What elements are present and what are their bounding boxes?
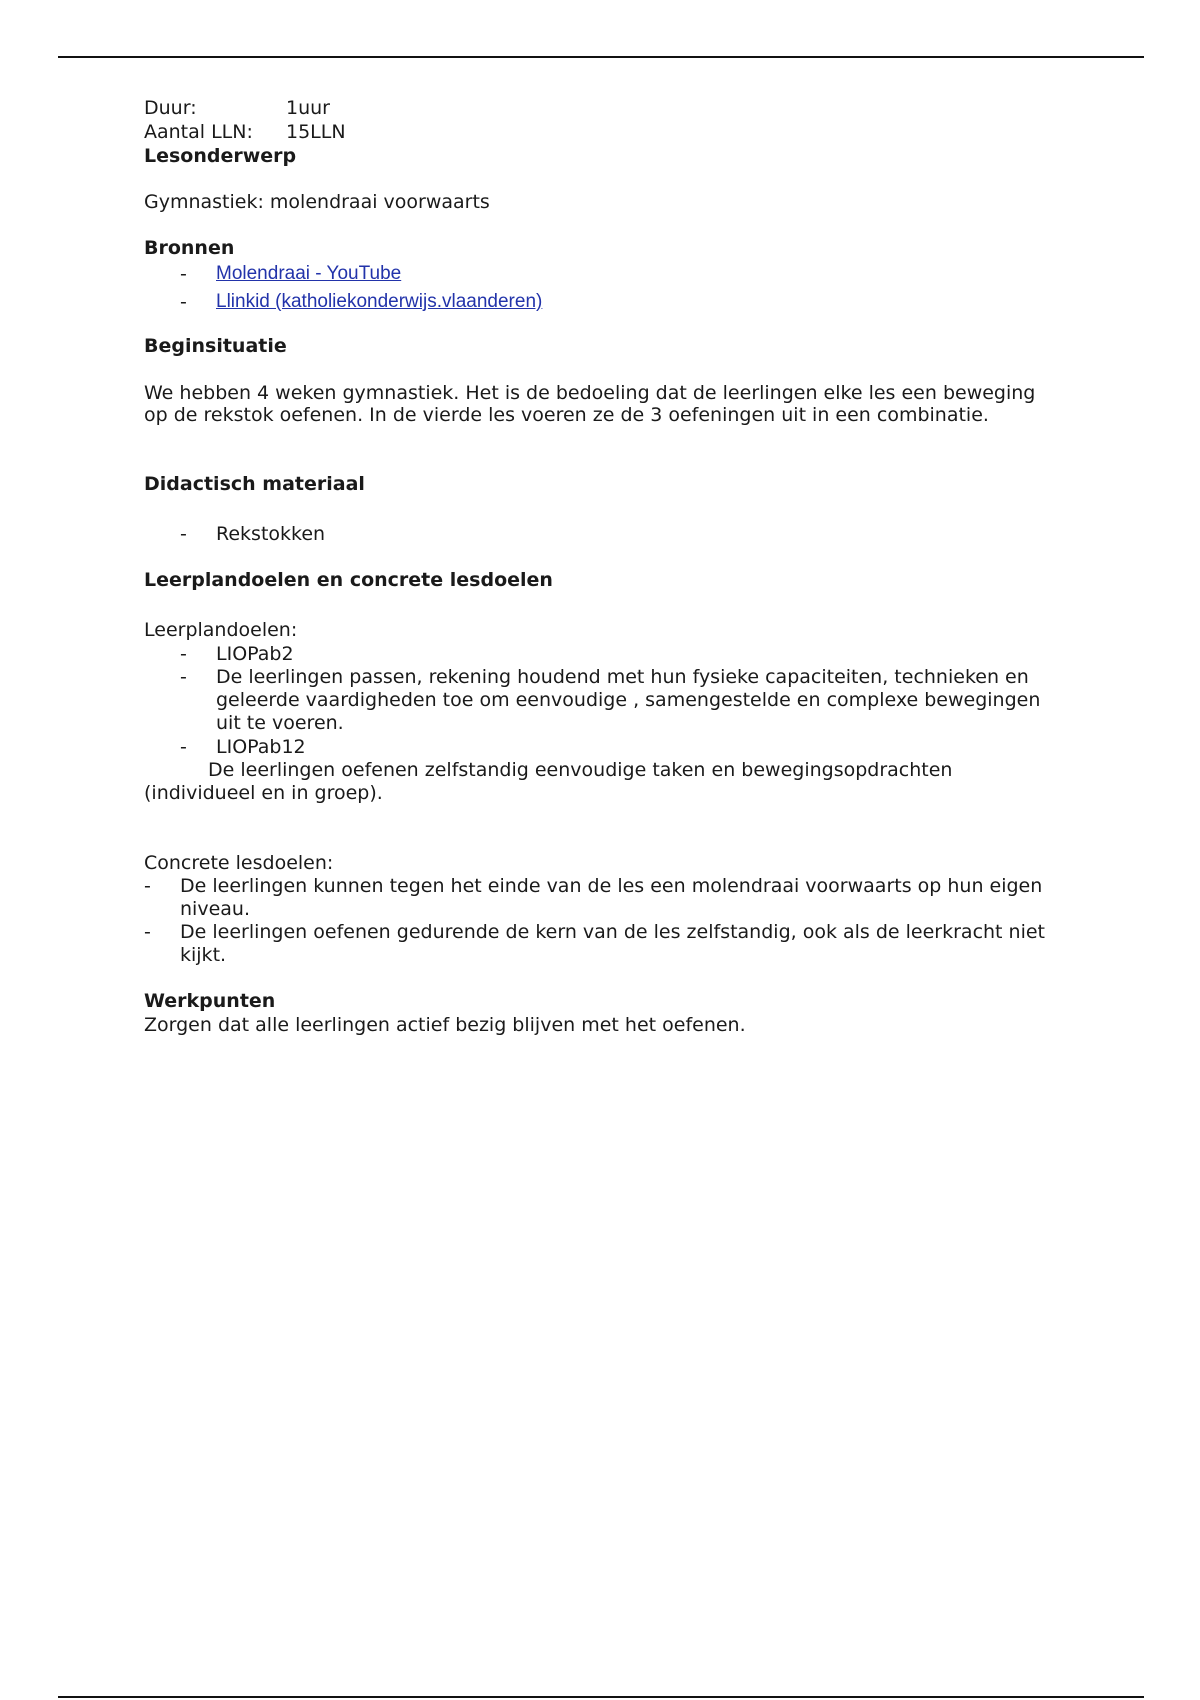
bullet: - [180,291,187,313]
bullet: - [180,736,187,758]
materiaal-item [144,522,1064,546]
bullet: - [144,875,151,897]
bullet: - [180,643,187,665]
aantal-label: Aantal LLN: [144,121,253,143]
leerplandoel-item [144,666,1064,735]
bullet: - [180,263,187,285]
concrete-label: Concrete lesdoelen: [144,852,334,874]
leerplandoel-note-text: De leerlingen oefenen zelfstandig eenvoudige taken en bewegingsopdrachten (individueel en in groep). [144,759,953,804]
concrete-item [144,875,1064,921]
lesson-plan [144,96,1064,1037]
leerplandoel-item [144,735,1064,759]
bronnen-heading: Bronnen [144,237,235,259]
leerplandoelen-label: Leerplandoelen: [144,619,298,641]
werkpunten-heading: Werkpunten [144,990,276,1012]
concrete-item [144,921,1064,967]
leerplandoel-text: LIOPab12 [216,736,306,758]
leerplandoel-text: LIOPab2 [216,643,294,665]
leerplandoel-note [144,759,1064,805]
top-rule [58,56,1144,58]
doelen-heading: Leerplandoelen en concrete lesdoelen [144,569,553,591]
materiaal-heading: Didactisch materiaal [144,473,365,495]
beginsituatie-text: We hebben 4 weken gymnastiek. Het is de bedoeling dat de leerlingen elke les een beweging op de rekstok oefenen. In de vierde les voeren ze de 3 oefeningen uit in een combinatie. [144,382,1036,426]
llinkid-link[interactable]: Llinkid (katholiekonderwijs.vlaanderen) [216,291,543,312]
lesonderwerp-text: Gymnastiek: molendraai voorwaarts [144,191,490,213]
concrete-text: De leerlingen oefenen gedurende de kern van de les zelfstandig, ook als de leerkracht niet kijkt. [180,921,1046,966]
aantal-row [144,120,1064,144]
lesonderwerp-heading: Lesonderwerp [144,145,297,167]
duur-value: 1uur [286,97,330,119]
concrete-text: De leerlingen kunnen tegen het einde van de les een molendraai voorwaarts op hun eigen niveau. [180,875,1043,920]
bullet: - [144,921,151,943]
aantal-value: 15LLN [286,121,346,143]
bullet: - [180,523,187,545]
werkpunten-text: Zorgen dat alle leerlingen actief bezig blijven met het oefenen. [144,1014,746,1036]
leerplandoel-item [144,642,1064,666]
bullet: - [180,666,187,688]
bottom-rule [58,1696,1144,1698]
bron-item [144,262,1064,286]
bron-item [144,290,1064,314]
beginsituatie-heading: Beginsituatie [144,335,287,357]
materiaal-text: Rekstokken [216,523,326,545]
duur-label: Duur: [144,97,197,119]
duur-row [144,96,1064,120]
youtube-link[interactable]: Molendraai - YouTube [216,263,402,284]
leerplandoel-text: De leerlingen passen, rekening houdend met hun fysieke capaciteiten, technieken en geleerde vaardigheden toe om eenvoudige , samengestelde en complexe bewegingen uit te voeren. [216,666,1041,734]
